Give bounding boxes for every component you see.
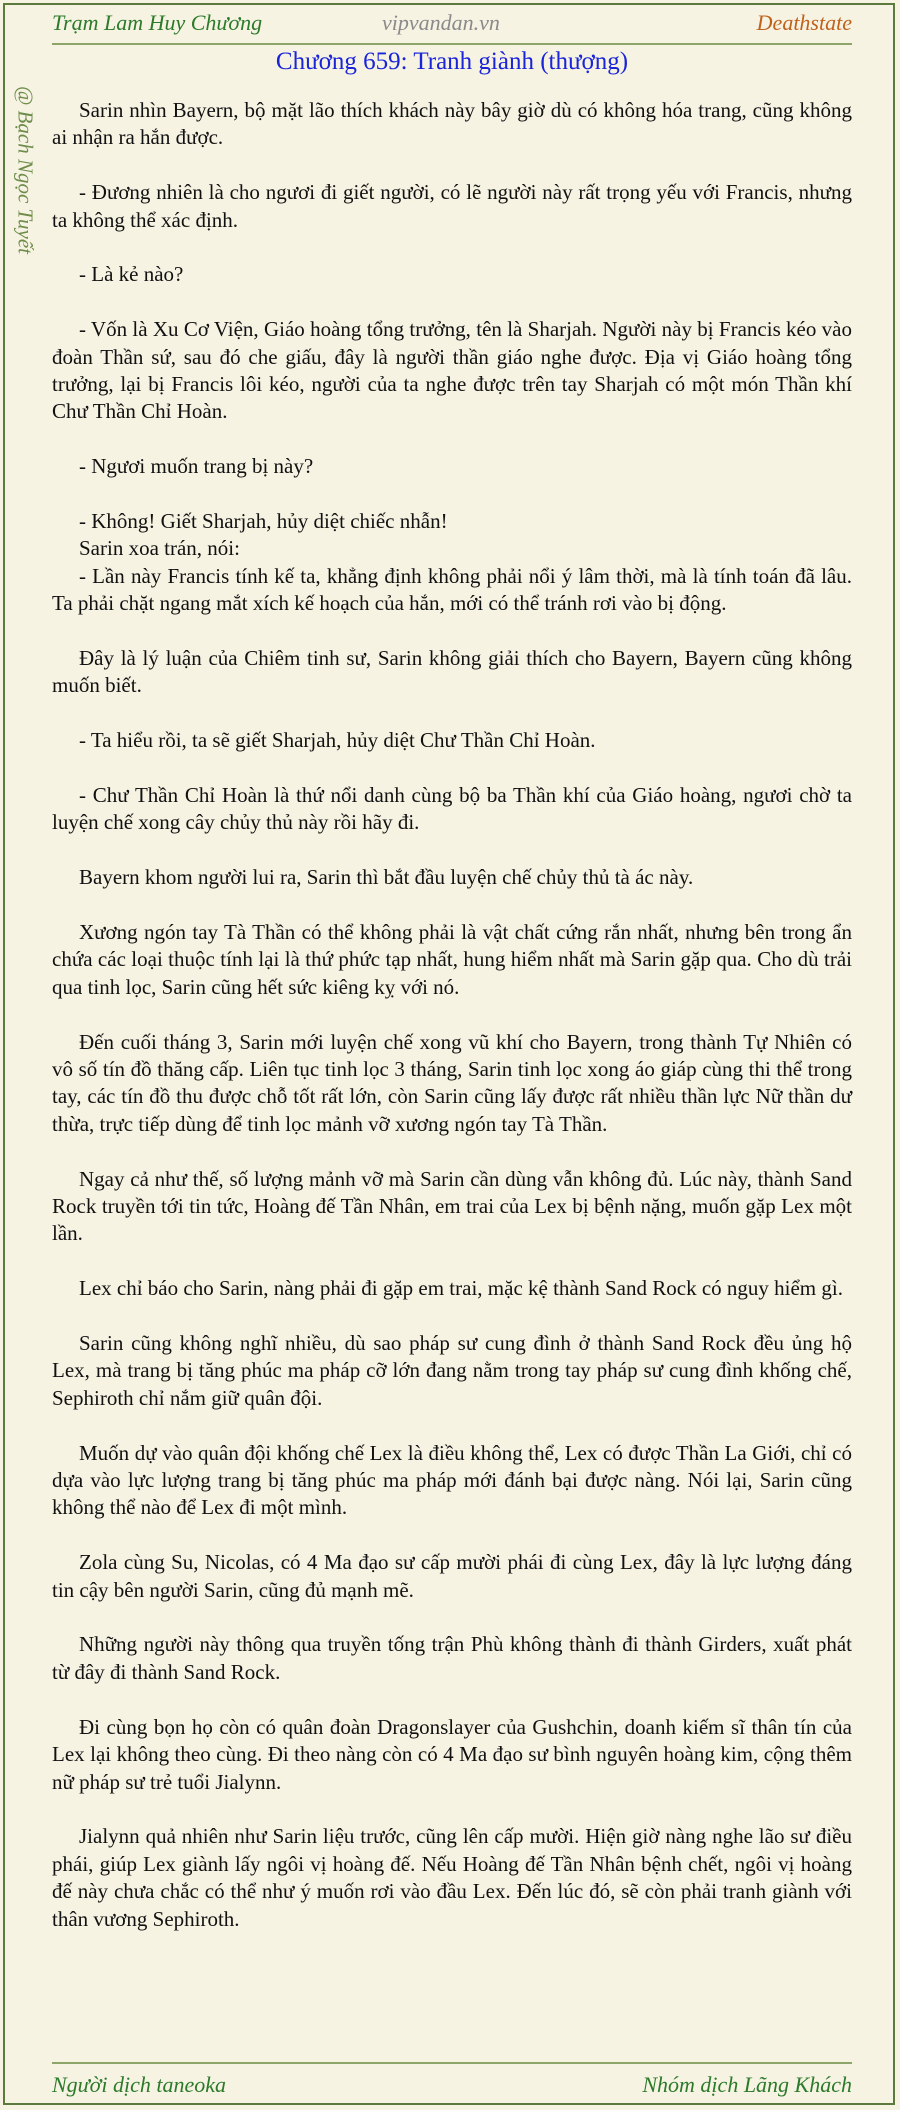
paragraph: Bayern khom người lui ra, Sarin thì bắt đầu luyện chế chủy thủ tà ác này. xyxy=(79,865,694,890)
paragraph: Đi cùng bọn họ còn có quân đoàn Dragonslayer của Gushchin, doanh kiếm sĩ thân tín của Lex lại không theo cùng. Đi theo nàng còn có 4 Ma đạo sư bình nguyên hoàng kim, cộng thêm nữ pháp sư trẻ tuổi Jialynn. xyxy=(52,1714,852,1794)
chapter-body xyxy=(52,97,852,1933)
page-footer xyxy=(52,2070,852,2102)
paragraph: Zola cùng Su, Nicolas, có 4 Ma đạo sư cấp mười phái đi cùng Lex, đây là lực lượng đáng tin cậy bên người Sarin, cũng đủ mạnh mẽ. xyxy=(52,1550,852,1602)
sidebar-author: @ Bạch Ngọc Tuyết xyxy=(13,85,38,255)
sidebar-watermark xyxy=(8,55,42,285)
paragraph: Jialynn quả nhiên như Sarin liệu trước, cũng lên cấp mười. Hiện giờ nàng nghe lão sư điều phái, giúp Lex giành lấy ngôi vị hoàng đế. Nếu Hoàng đế Tần Nhân bệnh chết, ngôi vị hoàng đế này chưa chắc có thể như ý muốn rơi vào đầu Lex. Đến lúc đó, sẽ còn phải tranh giành với thân vương Sephiroth. xyxy=(52,1824,852,1931)
footer-divider xyxy=(52,2062,852,2064)
header-divider xyxy=(52,43,852,45)
chapter-title: Chương 659: Tranh giành (thượng) xyxy=(275,48,629,75)
paragraph: - Là kẻ nào? xyxy=(79,262,184,287)
footer-group: Nhóm dịch Lãng Khách xyxy=(642,2072,852,2097)
paragraph: - Ta hiểu rồi, ta sẽ giết Sharjah, hủy diệt Chư Thần Chỉ Hoàn. xyxy=(79,728,596,753)
header-source: Deathstate xyxy=(756,10,852,35)
paragraph: Sarin nhìn Bayern, bộ mặt lão thích khách này bây giờ dù có không hóa trang, cũng không ai nhận ra hắn được. xyxy=(52,98,852,150)
paragraph: - Đương nhiên là cho ngươi đi giết người, có lẽ người này rất trọng yếu với Francis, nhưng ta không thể xác định. xyxy=(52,180,852,232)
paragraph: - Vốn là Xu Cơ Viện, Giáo hoàng tổng trưởng, tên là Sharjah. Người này bị Francis kéo vào đoàn Thần sứ, sau đó che giấu, đây là người thần giáo nghe được. Địa vị Giáo hoàng tổng trưởng, lại bị Francis lôi kéo, người của ta nghe được trên tay Sharjah có một món Thần khí Chư Thần Chỉ Hoàn. xyxy=(52,317,852,424)
paragraph: - Chư Thần Chỉ Hoàn là thứ nổi danh cùng bộ ba Thần khí của Giáo hoàng, ngươi chờ ta luyện chế xong cây chủy thủ này rồi hãy đi. xyxy=(52,783,852,835)
paragraph: Đây là lý luận của Chiêm tinh sư, Sarin không giải thích cho Bayern, Bayern cũng không muốn biết. xyxy=(52,646,852,698)
paragraph: - Không! Giết Sharjah, hủy diệt chiếc nhẫn! xyxy=(79,509,448,534)
paragraph: Muốn dự vào quân đội khống chế Lex là điều không thể, Lex có được Thần La Giới, chỉ có dựa vào lực lượng trang bị tăng phúc ma pháp mới đánh bại được nàng. Nói lại, Sarin cũng không thể nào để Lex đi một mình. xyxy=(52,1440,852,1520)
paragraph: Những người này thông qua truyền tống trận Phù không thành đi thành Girders, xuất phát từ đây đi thành Sand Rock. xyxy=(52,1632,852,1684)
paragraph: Ngay cả như thế, số lượng mảnh vỡ mà Sarin cần dùng vẫn không đủ. Lúc này, thành Sand Rock truyền tới tin tức, Hoàng đế Tần Nhân, em trai của Lex bị bệnh nặng, muốn gặp Lex một lần. xyxy=(52,1166,852,1246)
paragraph: - Lần này Francis tính kế ta, khẳng định không phải nổi ý lâm thời, mà là tính toán đã lâu. Ta phải chặt ngang mắt xích kế hoạch của hắn, mới có thể tránh rơi vào bị động. xyxy=(52,563,852,616)
paragraph: Sarin xoa trán, nói: xyxy=(79,536,240,561)
header-book-title: Trạm Lam Huy Chương xyxy=(52,10,263,35)
paragraph: Sarin cũng không nghĩ nhiều, dù sao pháp sư cung đình ở thành Sand Rock đều ủng hộ Lex, mà trang bị tăng phúc ma pháp cỡ lớn đang nằm trong tay pháp sư cung đình khống chế, Sephiroth chỉ nắm giữ quân đội. xyxy=(52,1331,852,1410)
paragraph: Đến cuối tháng 3, Sarin mới luyện chế xong vũ khí cho Bayern, trong thành Tự Nhiên có vô số tín đồ thăng cấp. Liên tục tinh lọc 3 tháng, Sarin tinh lọc xong áo giáp cùng thi thể trong tay, các tín đồ thu được chỗ tốt rất lớn, còn Sarin cũng lấy được rất nhiều thần lực Nữ thần dư thừa, trực tiếp dùng để tinh lọc mảnh vỡ xương ngón tay Tà Thần. xyxy=(52,1029,852,1136)
paragraph: Lex chỉ báo cho Sarin, nàng phải đi gặp em trai, mặc kệ thành Sand Rock có nguy hiểm gì. xyxy=(79,1276,843,1301)
header-website: vipvandan.vn xyxy=(382,10,500,35)
footer-translator: Người dịch taneoka xyxy=(52,2072,227,2097)
paragraph: - Ngươi muốn trang bị này? xyxy=(79,454,314,479)
page-header xyxy=(52,8,852,42)
paragraph: Xương ngón tay Tà Thần có thể không phải là vật chất cứng rắn nhất, nhưng bên trong ẩn chứa các loại thuộc tính lại là thứ phức tạp nhất, hung hiểm nhất mà Sarin gặp qua. Cho dù trải qua tinh lọc, Sarin cũng hết sức kiêng kỵ với nó. xyxy=(52,920,852,999)
